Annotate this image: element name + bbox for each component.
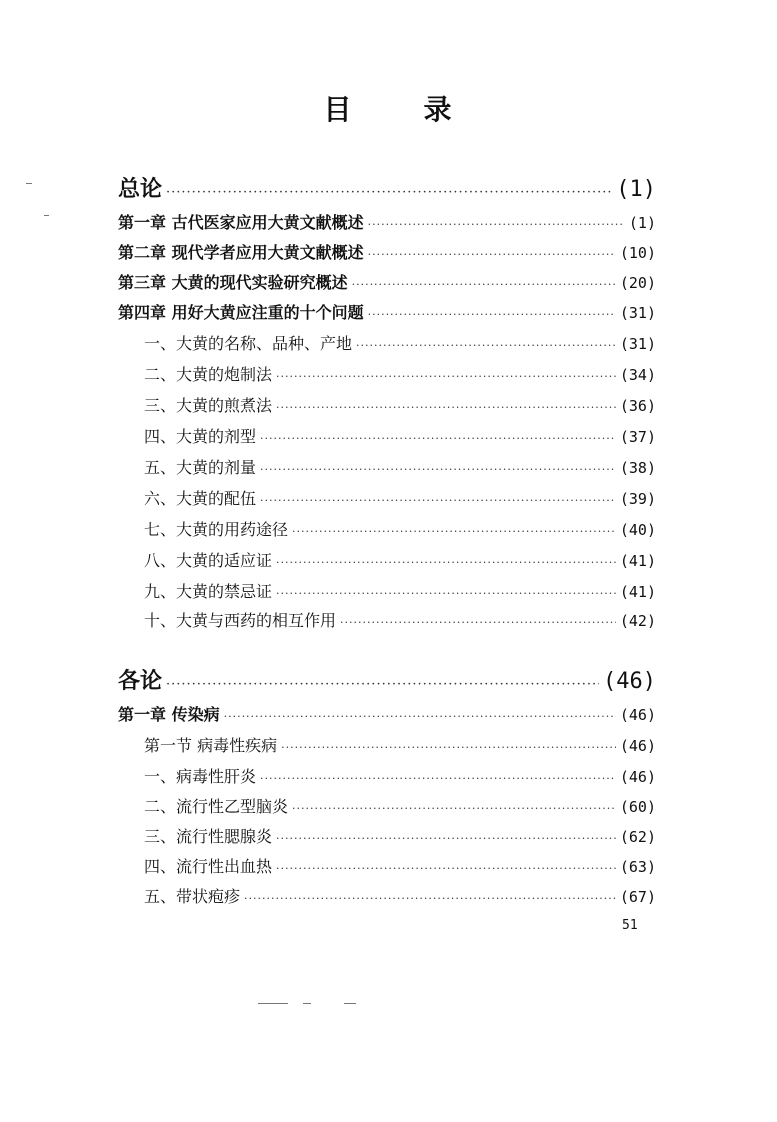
section-page: (46) bbox=[603, 669, 656, 694]
entry-title: 一、大黄的名称、品种、产地 bbox=[144, 334, 353, 353]
entry-page: (46) bbox=[619, 706, 656, 724]
leader-dots bbox=[368, 308, 616, 321]
leader-dots bbox=[260, 463, 616, 476]
entry-title: 二、流行性乙型脑炎 bbox=[144, 797, 289, 816]
entry-title: 九、大黄的禁忌证 bbox=[144, 582, 273, 601]
entry-title: 四、大黄的剂型 bbox=[144, 427, 257, 446]
section-page: (1) bbox=[616, 177, 656, 202]
toc-entry[interactable] bbox=[118, 210, 656, 236]
entry-title: 第四章 用好大黄应注重的十个问题 bbox=[118, 303, 364, 322]
toc-entry[interactable] bbox=[144, 764, 656, 790]
toc-entry[interactable] bbox=[144, 362, 656, 388]
entry-page: (39) bbox=[619, 490, 656, 508]
entry-page: (36) bbox=[619, 397, 656, 415]
entry-title: 三、大黄的煎煮法 bbox=[144, 396, 273, 415]
leader-dots bbox=[340, 616, 616, 629]
leader-dots bbox=[356, 339, 616, 352]
leader-dots bbox=[276, 401, 616, 414]
toc-entry[interactable] bbox=[144, 424, 656, 450]
scan-mark bbox=[44, 215, 49, 216]
toc-entry[interactable] bbox=[144, 733, 656, 759]
entry-title: 五、带状疱疹 bbox=[144, 887, 241, 906]
toc-entry[interactable] bbox=[144, 824, 656, 850]
entry-title: 八、大黄的适应证 bbox=[144, 551, 273, 570]
entry-page: (40) bbox=[619, 521, 656, 539]
section-title: 各论 bbox=[118, 668, 163, 694]
leader-dots bbox=[276, 370, 616, 383]
leader-dots bbox=[368, 218, 625, 231]
entry-page: (10) bbox=[619, 244, 656, 262]
toc-entry[interactable] bbox=[144, 884, 656, 910]
toc-section-general[interactable] bbox=[118, 172, 656, 206]
toc-entry[interactable] bbox=[118, 240, 656, 266]
entry-page: (46) bbox=[619, 768, 656, 786]
entry-page: (42) bbox=[619, 612, 656, 630]
toc-entry[interactable] bbox=[118, 702, 656, 728]
toc-entry[interactable] bbox=[144, 393, 656, 419]
entry-title: 五、大黄的剂量 bbox=[144, 458, 257, 477]
leader-dots bbox=[368, 248, 616, 261]
title-char-right: 录 bbox=[423, 93, 454, 126]
leader-dots bbox=[352, 278, 616, 291]
entry-page: (37) bbox=[619, 428, 656, 446]
leader-dots bbox=[292, 802, 616, 815]
entry-title: 七、大黄的用药途径 bbox=[144, 520, 289, 539]
leader-dots bbox=[260, 494, 616, 507]
toc-section-individual[interactable] bbox=[118, 664, 656, 698]
leader-dots bbox=[292, 525, 616, 538]
toc-entry[interactable] bbox=[144, 455, 656, 481]
entry-title: 六、大黄的配伍 bbox=[144, 489, 257, 508]
section-title: 总论 bbox=[118, 176, 163, 202]
leader-dots bbox=[166, 185, 612, 200]
entry-title: 四、流行性出血热 bbox=[144, 857, 273, 876]
title-char-left: 目 bbox=[323, 93, 354, 126]
leader-dots bbox=[224, 710, 616, 723]
toc-entry[interactable] bbox=[144, 331, 656, 357]
leader-dots bbox=[276, 832, 616, 845]
entry-page: (31) bbox=[619, 335, 656, 353]
entry-page: (20) bbox=[619, 274, 656, 292]
entry-title: 一、病毒性肝炎 bbox=[144, 767, 257, 786]
scan-mark bbox=[303, 1003, 311, 1004]
toc-entry[interactable] bbox=[144, 548, 656, 574]
entry-title: 第一章 传染病 bbox=[118, 705, 220, 724]
leader-dots bbox=[260, 432, 616, 445]
toc-entry[interactable] bbox=[118, 270, 656, 296]
entry-page: (46) bbox=[619, 737, 656, 755]
entry-title: 第一节 病毒性疾病 bbox=[144, 736, 278, 755]
entry-page: (41) bbox=[619, 552, 656, 570]
toc-entry[interactable] bbox=[144, 854, 656, 880]
entry-title: 十、大黄与西药的相互作用 bbox=[144, 611, 337, 630]
toc-entry[interactable] bbox=[144, 579, 656, 605]
entry-title: 第二章 现代学者应用大黄文献概述 bbox=[118, 243, 364, 262]
toc-entry[interactable] bbox=[144, 517, 656, 543]
entry-title: 三、流行性腮腺炎 bbox=[144, 827, 273, 846]
toc-entry[interactable] bbox=[144, 486, 656, 512]
entry-page: (38) bbox=[619, 459, 656, 477]
leader-dots bbox=[276, 862, 616, 875]
entry-page: (60) bbox=[619, 798, 656, 816]
toc-entry[interactable] bbox=[118, 300, 656, 326]
entry-page: (67) bbox=[619, 888, 656, 906]
toc-entry[interactable] bbox=[144, 794, 656, 820]
leader-dots bbox=[166, 677, 599, 692]
entry-page: (1) bbox=[628, 214, 656, 232]
page-number: 51 bbox=[622, 918, 638, 933]
entry-page: (34) bbox=[619, 366, 656, 384]
leader-dots bbox=[276, 556, 616, 569]
entry-page: (63) bbox=[619, 858, 656, 876]
page-title bbox=[0, 88, 777, 128]
leader-dots bbox=[276, 587, 616, 600]
entry-page: (31) bbox=[619, 304, 656, 322]
entry-page: (62) bbox=[619, 828, 656, 846]
leader-dots bbox=[260, 772, 616, 785]
entry-title: 第三章 大黄的现代实验研究概述 bbox=[118, 273, 348, 292]
scan-mark bbox=[26, 183, 32, 184]
scan-mark bbox=[258, 1003, 288, 1004]
leader-dots bbox=[244, 892, 616, 905]
entry-page: (41) bbox=[619, 583, 656, 601]
entry-title: 第一章 古代医家应用大黄文献概述 bbox=[118, 213, 364, 232]
scan-mark bbox=[344, 1003, 356, 1004]
leader-dots bbox=[281, 741, 616, 754]
entry-title: 二、大黄的炮制法 bbox=[144, 365, 273, 384]
toc-entry[interactable] bbox=[144, 608, 656, 634]
